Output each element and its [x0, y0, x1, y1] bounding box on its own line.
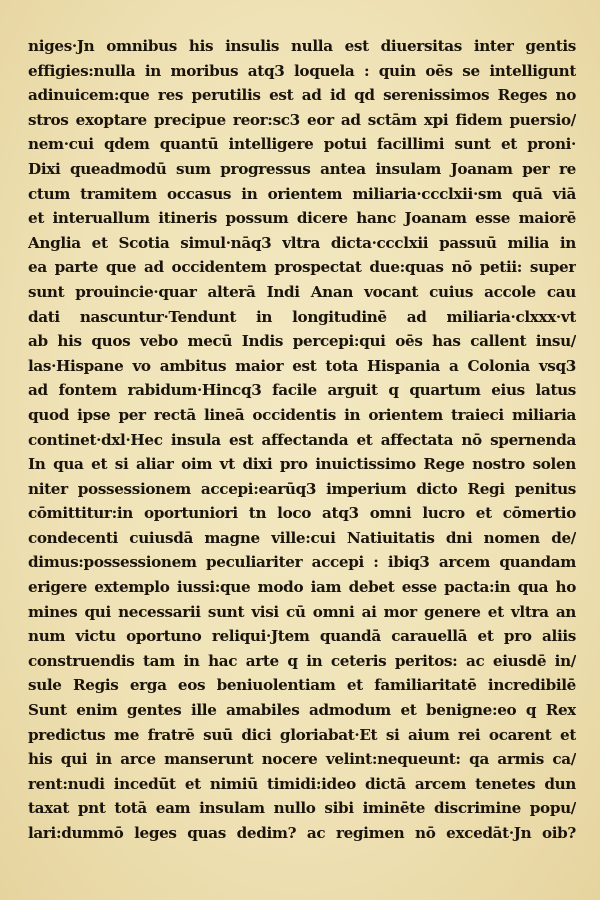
text-line: et interuallum itineris possum dicere hanc Joanam esse maiorē [28, 209, 576, 228]
text-line: stros exoptare precipue reor:sc3 eor ad sctām xpi fidem puersio/ [28, 110, 576, 129]
text-line: ctum tramitem occasus in orientem miliaria·ccclxii·sm quā viā [28, 184, 576, 203]
text-line: adinuicem:que res perutilis est ad id qd serenissimos Reges no [28, 86, 576, 105]
text-line: lari:dummō leges quas dedim? ac regimen nō excedāt·Jn oib? [28, 824, 576, 842]
text-line: In qua et si aliar oim vt dixi pro inuictissimo Rege nostro solen [28, 455, 576, 474]
text-line: effigies:nulla in moribus atq3 loquela : quin oēs se intelligunt [28, 61, 576, 80]
text-line: erigere extemplo iussi:que modo iam debet esse pacta:in qua ho [28, 578, 576, 597]
text-line: ad fontem rabidum·Hincq3 facile arguit q quartum eius latus [28, 381, 576, 400]
text-line: Dixi queadmodū sum progressus antea insulam Joanam per re [28, 159, 576, 178]
text-line: nem·cui qdem quantū intelligere potui facillimi sunt et proni· [28, 135, 576, 154]
text-line: his qui in arce manserunt nocere velint:nequeunt: qa armis ca/ [28, 750, 576, 769]
text-line: Sunt enim gentes ille amabiles admodum et benigne:eo q Rex [28, 701, 576, 720]
text-line: ab his quos vebo mecū Indis percepi:qui oēs has callent insu/ [28, 332, 576, 351]
text-line: ea parte que ad occidentem prospectat due:quas nō petii: super [28, 258, 576, 277]
text-line: Anglia et Scotia simul·nāq3 vltra dicta·ccclxii passuū milia in [28, 233, 576, 252]
text-line: construendis tam in hac arte q in ceteris peritos: ac eiusdē in/ [28, 651, 576, 670]
text-line: dimus:possessionem peculiariter accepi : ibiq3 arcem quandam [28, 553, 576, 572]
text-line: quod ipse per rectā lineā occidentis in orientem traieci miliaria [28, 405, 576, 424]
text-line: las·Hispane vo ambitus maior est tota Hispania a Colonia vsq3 [28, 356, 576, 375]
text-line: condecenti cuiusdā magne ville:cui Natiuitatis dni nomen de/ [28, 528, 576, 547]
text-line: niges·Jn omnibus his insulis nulla est diuersitas inter gentis [28, 37, 576, 55]
text-line: cōmittitur:in oportuniori tn loco atq3 omni lucro et cōmertio [28, 504, 576, 523]
text-block [28, 34, 576, 846]
text-line: mines qui necessarii sunt visi cū omni ai mor genere et vltra an [28, 602, 576, 621]
text-line: sunt prouincie·quar alterā Indi Anan vocant cuius accole cau [28, 282, 576, 301]
text-line: dati nascuntur·Tendunt in longitudinē ad miliaria·clxxx·vt [28, 307, 576, 326]
text-line: taxat pnt totā eam insulam nullo sibi iminēte discrimine popu/ [28, 799, 576, 818]
text-line: rent:nudi incedūt et nimiū timidi:ideo dictā arcem tenetes dun [28, 774, 576, 793]
text-line: predictus me fratrē suū dici gloriabat·Et si aium rei ocarent et [28, 725, 576, 744]
text-line: niter possessionem accepi:earūq3 imperium dicto Regi penitus [28, 479, 576, 498]
text-line: continet·dxl·Hec insula est affectanda et affectata nō spernenda [28, 430, 576, 449]
text-line: num victu oportuno reliqui·Jtem quandā carauellā et pro aliis [28, 627, 576, 646]
text-line: sule Regis erga eos beniuolentiam et familiaritatē incredibilē [28, 676, 576, 695]
